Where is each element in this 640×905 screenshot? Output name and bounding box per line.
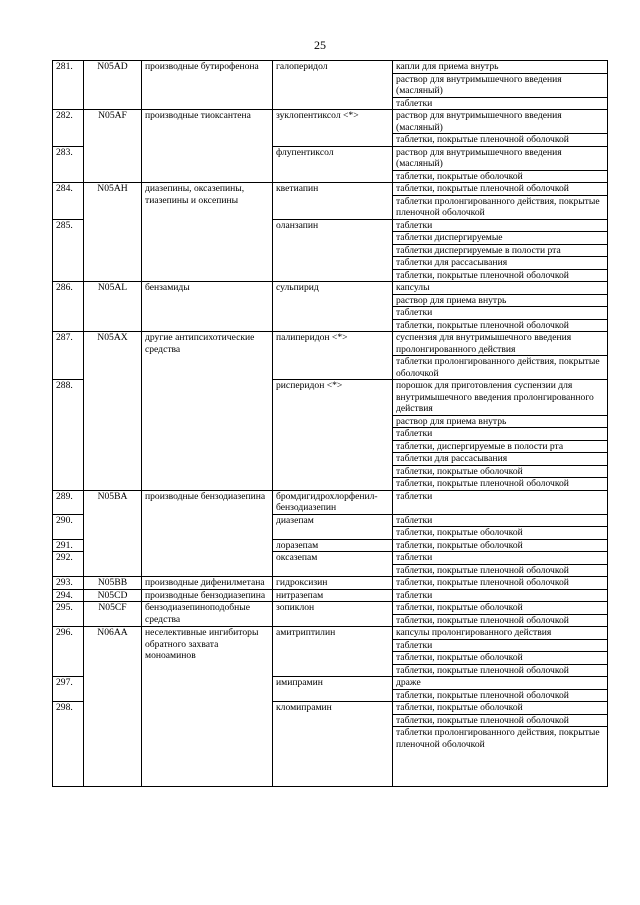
dosage-form: капсулы пролонгированного действия bbox=[393, 627, 608, 640]
row-number: 297. bbox=[53, 677, 84, 702]
dosage-form: таблетки, покрытые пленочной оболочкой bbox=[393, 319, 608, 332]
dosage-form: таблетки, покрытые оболочкой bbox=[393, 527, 608, 540]
dosage-form: таблетки bbox=[393, 514, 608, 527]
table-row bbox=[53, 602, 608, 615]
dosage-form: раствор для внутримышечного введения (масляный) bbox=[393, 146, 608, 170]
pharmacological-group: производные бензодиазепина bbox=[142, 490, 273, 577]
table-row bbox=[53, 589, 608, 602]
drug-name: флупентиксол bbox=[273, 146, 393, 183]
dosage-form: таблетки пролонгированного действия, покрытые пленочной оболочкой bbox=[393, 195, 608, 219]
dosage-form: драже bbox=[393, 677, 608, 690]
pharmacological-group: производные тиоксантена bbox=[142, 110, 273, 183]
drug-name: оланзапин bbox=[273, 219, 393, 282]
dosage-form: таблетки, покрытые пленочной оболочкой bbox=[393, 564, 608, 577]
row-number: 289. bbox=[53, 490, 84, 514]
drug-name: сульпирид bbox=[273, 282, 393, 332]
drug-name: гидроксизин bbox=[273, 577, 393, 590]
drug-name: лоразепам bbox=[273, 539, 393, 552]
dosage-form: таблетки, покрытые оболочкой bbox=[393, 652, 608, 665]
drug-name: галоперидол bbox=[273, 61, 393, 110]
row-number: 290. bbox=[53, 514, 84, 539]
table-row bbox=[53, 490, 608, 514]
row-number: 291. bbox=[53, 539, 84, 552]
drug-name: кломипрамин bbox=[273, 702, 393, 787]
dosage-form: раствор для приема внутрь bbox=[393, 415, 608, 428]
dosage-form: таблетки, покрытые пленочной оболочкой bbox=[393, 478, 608, 491]
dosage-form: таблетки, покрытые пленочной оболочкой bbox=[393, 714, 608, 727]
dosage-form: таблетки, покрытые оболочкой bbox=[393, 539, 608, 552]
atc-code: N05AX bbox=[84, 332, 142, 491]
atc-code: N05AL bbox=[84, 282, 142, 332]
dosage-form: таблетки для рассасывания bbox=[393, 453, 608, 466]
page-number: 25 bbox=[314, 38, 326, 52]
dosage-form: таблетки диспергируемые в полости рта bbox=[393, 244, 608, 257]
pharmacological-group: производные бензодиазепина bbox=[142, 589, 273, 602]
dosage-form: таблетки, диспергируемые в полости рта bbox=[393, 440, 608, 453]
dosage-form: таблетки bbox=[393, 490, 608, 514]
dosage-form: таблетки bbox=[393, 589, 608, 602]
table-row bbox=[53, 627, 608, 640]
drug-name: кветиапин bbox=[273, 183, 393, 220]
dosage-form: таблетки пролонгированного действия, покрытые оболочкой bbox=[393, 356, 608, 380]
row-number: 294. bbox=[53, 589, 84, 602]
dosage-form: таблетки bbox=[393, 307, 608, 320]
drug-name: зопиклон bbox=[273, 602, 393, 627]
atc-code: N05CF bbox=[84, 602, 142, 627]
dosage-form: таблетки, покрытые пленочной оболочкой bbox=[393, 183, 608, 196]
atc-code: N05BB bbox=[84, 577, 142, 590]
dosage-form: таблетки bbox=[393, 428, 608, 441]
drug-name: нитразепам bbox=[273, 589, 393, 602]
table-row bbox=[53, 110, 608, 134]
table-row bbox=[53, 282, 608, 295]
dosage-form: таблетки bbox=[393, 639, 608, 652]
table-row bbox=[53, 183, 608, 196]
dosage-form: таблетки, покрытые пленочной оболочкой bbox=[393, 577, 608, 590]
dosage-form: таблетки bbox=[393, 219, 608, 232]
drug-table bbox=[52, 60, 608, 787]
dosage-form: таблетки для рассасывания bbox=[393, 257, 608, 270]
pharmacological-group: бензамиды bbox=[142, 282, 273, 332]
dosage-form: таблетки, покрытые пленочной оболочкой bbox=[393, 689, 608, 702]
dosage-form: таблетки, покрытые пленочной оболочкой bbox=[393, 269, 608, 282]
table-row bbox=[53, 61, 608, 74]
drug-name: оксазепам bbox=[273, 552, 393, 577]
row-number: 285. bbox=[53, 219, 84, 282]
dosage-form: таблетки, покрытые оболочкой bbox=[393, 465, 608, 478]
pharmacological-group: неселективные ингибиторы обратного захвата моноаминов bbox=[142, 627, 273, 787]
dosage-form: таблетки, покрытые пленочной оболочкой bbox=[393, 614, 608, 627]
pharmacological-group: бензодиазепиноподобные средства bbox=[142, 602, 273, 627]
pharmacological-group: диазепины, оксазепины, тиазепины и оксепины bbox=[142, 183, 273, 282]
dosage-form: таблетки диспергируемые bbox=[393, 232, 608, 245]
row-number: 284. bbox=[53, 183, 84, 220]
dosage-form: раствор для внутримышечного введения (масляный) bbox=[393, 73, 608, 97]
row-number: 287. bbox=[53, 332, 84, 380]
atc-code: N05AF bbox=[84, 110, 142, 183]
row-number: 286. bbox=[53, 282, 84, 332]
row-number: 292. bbox=[53, 552, 84, 577]
drug-name: зуклопентиксол <*> bbox=[273, 110, 393, 147]
pharmacological-group: производные дифенилметана bbox=[142, 577, 273, 590]
dosage-form: таблетки, покрытые оболочкой bbox=[393, 602, 608, 615]
dosage-form: капли для приема внутрь bbox=[393, 61, 608, 74]
atc-code: N06AA bbox=[84, 627, 142, 787]
drug-name: рисперидон <*> bbox=[273, 380, 393, 491]
drug-name: амитриптилин bbox=[273, 627, 393, 677]
dosage-form: раствор для внутримышечного введения (масляный) bbox=[393, 110, 608, 134]
row-number: 281. bbox=[53, 61, 84, 110]
row-number: 288. bbox=[53, 380, 84, 491]
dosage-form: капсулы bbox=[393, 282, 608, 295]
dosage-form: раствор для приема внутрь bbox=[393, 294, 608, 307]
dosage-form: таблетки bbox=[393, 552, 608, 565]
row-number: 295. bbox=[53, 602, 84, 627]
atc-code: N05AD bbox=[84, 61, 142, 110]
row-number: 296. bbox=[53, 627, 84, 677]
dosage-form: таблетки, покрытые оболочкой bbox=[393, 170, 608, 183]
row-number: 293. bbox=[53, 577, 84, 590]
row-number: 298. bbox=[53, 702, 84, 787]
dosage-form: таблетки, покрытые пленочной оболочкой bbox=[393, 664, 608, 677]
dosage-form: суспензия для внутримышечного введения пролонгированного действия bbox=[393, 332, 608, 356]
pharmacological-group: производные бутирофенона bbox=[142, 61, 273, 110]
dosage-form: таблетки пролонгированного действия, покрытые пленочной оболочкой bbox=[393, 727, 608, 787]
dosage-form: таблетки, покрытые пленочной оболочкой bbox=[393, 134, 608, 147]
atc-code: N05BA bbox=[84, 490, 142, 577]
drug-name: диазепам bbox=[273, 514, 393, 539]
drug-name: бромдигидрохлорфенил-бензодиазепин bbox=[273, 490, 393, 514]
drug-name: имипрамин bbox=[273, 677, 393, 702]
row-number: 283. bbox=[53, 146, 84, 183]
row-number: 282. bbox=[53, 110, 84, 147]
dosage-form: таблетки bbox=[393, 97, 608, 110]
table-row bbox=[53, 577, 608, 590]
dosage-form: порошок для приготовления суспензии для внутримышечного введения пролонгированного действия bbox=[393, 380, 608, 416]
atc-code: N05AH bbox=[84, 183, 142, 282]
dosage-form: таблетки, покрытые оболочкой bbox=[393, 702, 608, 715]
atc-code: N05CD bbox=[84, 589, 142, 602]
drug-name: палиперидон <*> bbox=[273, 332, 393, 380]
pharmacological-group: другие антипсихотические средства bbox=[142, 332, 273, 491]
table-row bbox=[53, 332, 608, 356]
